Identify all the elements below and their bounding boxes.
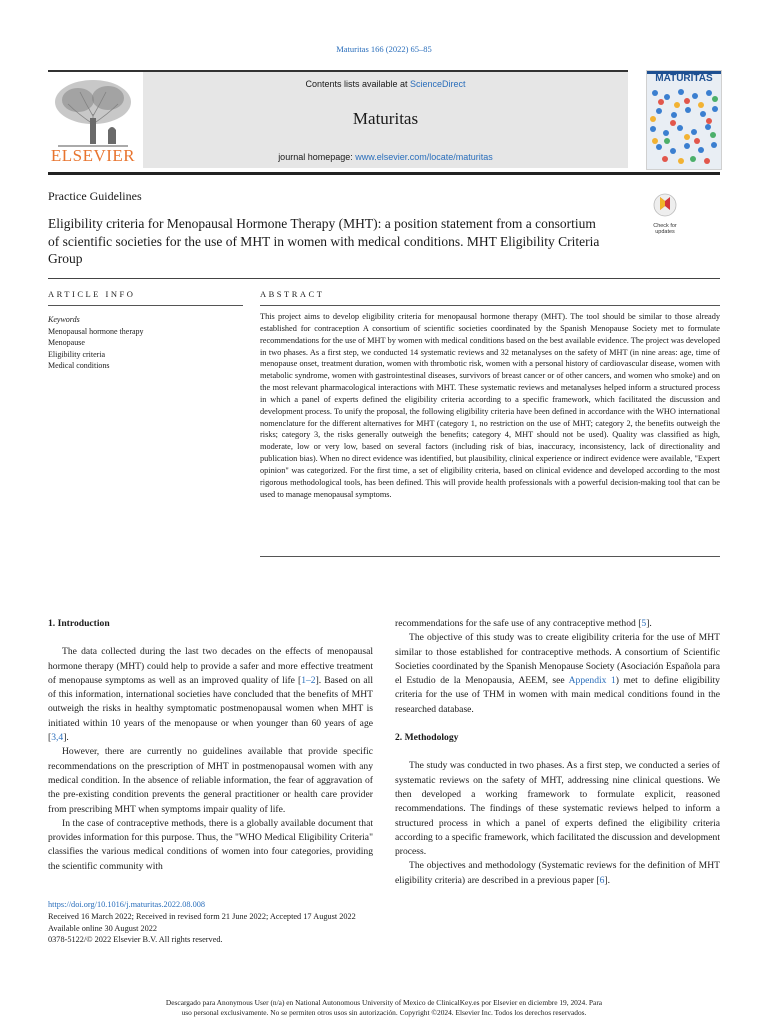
right-p2-text-a: The objective of this study was to create eligibility criteria for the use of MHT similar to those established for contraceptive methods. A consortium of Scientific Societies coordinated by the Spanish Menopause Society (Asociación Española para el Estudio de la Menopausia, AEEM, see	[395, 632, 720, 687]
article-type: Practice Guidelines	[48, 189, 142, 203]
reference-link-5[interactable]: 5	[641, 618, 647, 629]
methodology-heading: 2. Methodology	[395, 732, 459, 744]
contents-prefix: Contents lists available at	[305, 79, 411, 89]
intro-p1-text-b: ]. Based on all of this information, international societies have concluded that the benefits of MHT outweigh the risks in healthy symptomatic postmenopausal women when MHT is initiated within 10 years of the menopause or when younger than 60 years of age [	[48, 674, 373, 744]
footer-line-1: Descargado para Anonymous User (n/a) en National Autonomous University of Mexico de ClinicalKey.es por Elsevier en diciembre 19, 2024. Para	[165, 998, 603, 1007]
contents-availability	[143, 79, 628, 89]
download-footer	[90, 998, 678, 1017]
check-for-updates-button[interactable]	[645, 192, 685, 236]
elsevier-logo[interactable]	[48, 74, 138, 168]
header-bottom-rule	[48, 172, 720, 175]
keyword-item: Medical conditions	[48, 361, 110, 370]
keyword-item: Menopausal hormone therapy	[48, 326, 144, 336]
intro-paragraph-3: In the case of contraceptive methods, there is a globally available document that provides information for this purpose. Thus, the "WHO Medical Eligibility Criteria" classifies the various medical conditions of women into four categories, providing the scientific community with	[48, 817, 373, 872]
journal-cover[interactable]	[646, 70, 722, 170]
body-left-column	[48, 617, 373, 874]
method-p2-text-b: ].	[604, 874, 610, 886]
sciencedirect-link[interactable]: ScienceDirect	[410, 79, 466, 89]
right-p1-text-a: recommendations for the safe use of any contraceptive method [	[395, 618, 642, 629]
keywords-label: Keywords	[48, 315, 80, 324]
keywords-block	[48, 314, 243, 372]
right-paragraph-1	[395, 617, 720, 631]
abstract-rule	[260, 305, 720, 306]
journal-homepage-link[interactable]: www.elsevier.com/locate/maturitas	[355, 152, 493, 162]
reference-link-1-2[interactable]: 1–2	[301, 674, 316, 686]
methodology-paragraph-1: The study was conducted in two phases. As a first step, we conducted a series of systematic reviews on the safety of MHT, addressing nine clinical questions. We then developed a working framework to formulate explicit, reasoned recommendations. The findings of these systematic reviews helped to inform a structured process in which a panel of experts defined the eligibility criteria according to a specific framework, which facilitated the discussion and development process.	[395, 760, 720, 858]
appendix-1-link[interactable]: Appendix 1	[568, 675, 616, 687]
journal-title: Maturitas	[352, 109, 419, 128]
article-info-heading: ARTICLE INFO	[48, 289, 136, 299]
metadata-top-rule	[48, 278, 720, 279]
keyword-item: Eligibility criteria	[48, 349, 106, 359]
article-metadata	[48, 899, 356, 946]
intro-paragraph-1	[48, 645, 373, 745]
article-title: Eligibility criteria for Menopausal Hormone Therapy (MHT): a position statement from a consortium of scientific societies for the use of MHT in women with medical conditions. MHT Eligibility Criteria Group	[48, 216, 600, 266]
copyright-notice: 0378-5122/© 2022 Elsevier B.V. All rights reserved.	[48, 935, 223, 945]
intro-p1-text-a: The data collected during the last two decades on the effects of menopausal hormone therapy (MHT) could help to provide a safer and more effective treatment of menopause symptoms as well as an improved quality of life [	[48, 646, 373, 686]
doi-link[interactable]: https://doi.org/10.1016/j.maturitas.2022.08.008	[48, 900, 206, 909]
intro-p1-text-c: ].	[63, 732, 69, 744]
received-dates: Received 16 March 2022; Received in revised form 21 June 2022; Accepted 17 August 2022	[48, 911, 356, 921]
keyword-item: Menopause	[48, 338, 85, 347]
online-date: Available online 30 August 2022	[48, 923, 158, 933]
right-p2-text-b: ) met to define eligibility criteria for the use of THM in women with main medical conditions found in the researched database.	[395, 675, 720, 715]
reference-link-6[interactable]: 6	[599, 874, 605, 886]
check-updates-label: Check for updates	[653, 223, 677, 235]
article-info-rule	[48, 305, 243, 306]
journal-homepage	[143, 152, 628, 162]
cover-title: MATURITAS	[655, 73, 713, 84]
methodology-paragraph-2	[395, 859, 720, 888]
introduction-heading: 1. Introduction	[48, 618, 110, 629]
cover-people-icon	[647, 85, 721, 169]
abstract-heading: ABSTRACT	[260, 289, 325, 299]
reference-link-3-4[interactable]: 3,4	[51, 732, 64, 744]
check-updates-icon	[653, 192, 677, 218]
intro-paragraph-2: However, there are currently no guidelines available that provide specific recommendations on the prescription of MHT in postmenopausal women with any medical condition. In the absence of reliable information, the fear of aggravation of the pre-existing condition prevents the general practitioner or health care provider from prescribing MHT when symptoms impair quality of life.	[48, 746, 373, 815]
elsevier-wordmark: ELSEVIER	[50, 146, 136, 165]
homepage-prefix: journal homepage:	[278, 152, 356, 162]
journal-citation: Maturitas 166 (2022) 65–85	[336, 44, 432, 54]
method-p2-text-a: The objectives and methodology (Systematic reviews for the definition of MHT eligibility criteria) are described in a previous paper [	[395, 860, 720, 886]
abstract-end-rule	[260, 556, 720, 557]
right-paragraph-2	[395, 631, 720, 717]
elsevier-tree-icon	[48, 74, 138, 148]
footer-line-2: uso personal exclusivamente. No se permiten otros usos sin autorización. Copyright ©2024. Elsevier Inc. Todos los derechos reservados.	[181, 1007, 587, 1017]
abstract-text: This project aims to develop eligibility criteria for menopausal hormone therapy (MHT). The tool should be similar to those already established for contraception A consortium of scientific societies coordinated by the Spanish Menopause Society met to formulate recommendations for the use of MHT by women with medical conditions based on the best available evidence. The project was developed in two phases. As a first step, we conducted 14 systematic reviews and 32 metanalyses on the safety of MHT (in nine areas: age, time of menopause onset, treatment duration, women with thrombotic risk, women with a personal history of cardiovascular disease, women with metabolic syndrome, women with gastrointestinal diseases, survivors of breast cancer or of other cancers, and women who smoke) and on the most relevant pharmacological interactions with MHT. These systematic reviews and metanalyses helped inform a structured process in which a panel of experts defined the eligibility criteria according to a specific framework, which facilitated the discussion and development process. To unify the proposal, the following eligibility criteria have been defined in accordance with the WHO international nomenclature for the different alternatives for MHT (category 1, no restriction on the use of MHT; category 2, the benefits outweigh the risks; category 3, the risks generally outweigh the benefits; category 4, MHT should not be used). Quality was classified as high, moderate, low or very low, based on several factors (including risk of bias, inaccuracy, inconsistency, lack of directionality and publication bias). When no direct evidence was identified, but plausibility, clinical experience or indirect evidence were available, "Expert opinion" was categorized. For the first time, a set of eligibility criteria, based on clinical evidence and developed according to the most rigorous methodological tools, has been defined. This will provide health professionals with a powerful decision-making tool that can be used to manage menopausal symptoms.	[260, 312, 720, 499]
right-p1-text-b: ].	[646, 618, 652, 629]
body-right-column	[395, 617, 720, 888]
